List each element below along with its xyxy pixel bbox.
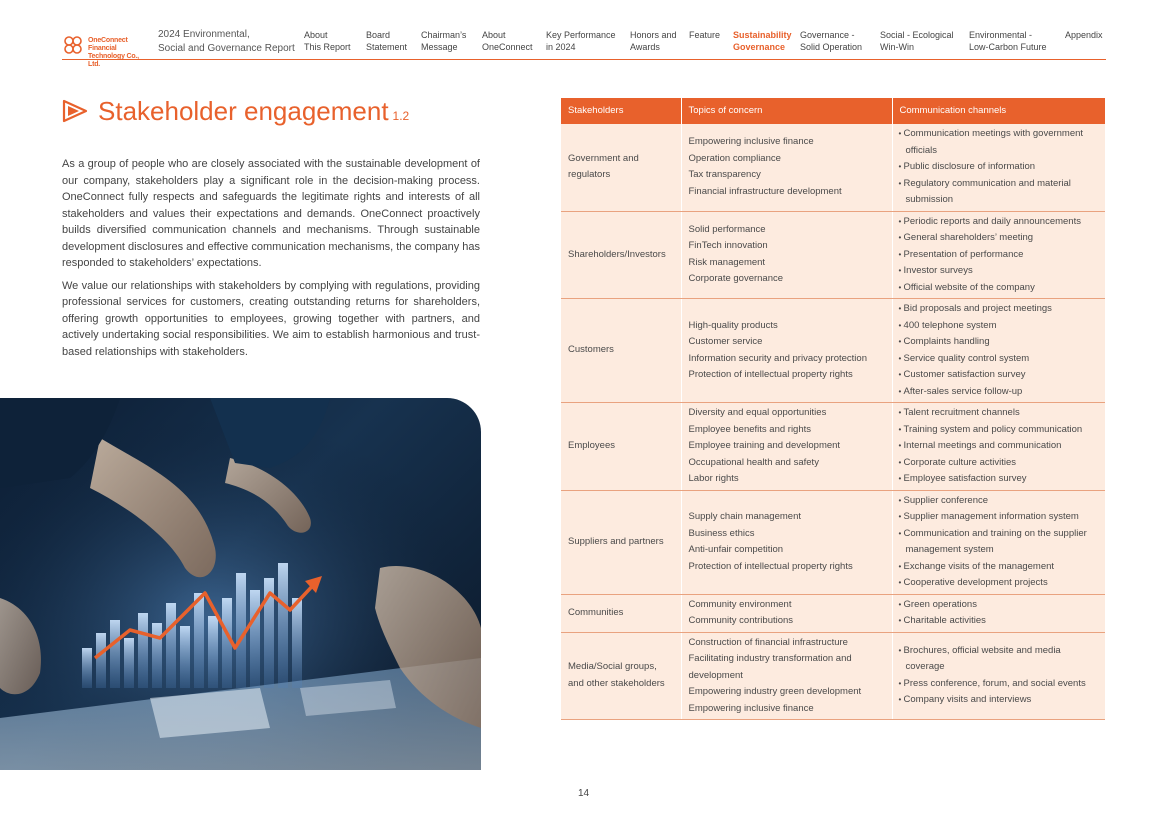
table-body	[561, 124, 1105, 720]
topics-cell	[681, 211, 892, 299]
nav-item-8[interactable]	[800, 29, 862, 53]
table-row	[561, 403, 1105, 491]
nav-item-label-line-1: Board	[366, 30, 391, 40]
channels-cell	[892, 211, 1105, 299]
channels-cell	[892, 299, 1105, 403]
channels-list	[899, 643, 1099, 709]
channel-item: • Service quality control system	[899, 351, 1099, 368]
table-row	[561, 594, 1105, 632]
stakeholder-cell: Suppliers and partners	[561, 490, 681, 594]
logo-text-line-1: OneConnect Financial	[88, 37, 128, 52]
nav-item-7[interactable]	[733, 29, 792, 53]
topics-cell	[681, 124, 892, 211]
nav-item-label-line-1: Chairman’s	[421, 30, 467, 40]
topic-item: Community contributions	[688, 615, 794, 626]
channels-cell	[892, 124, 1105, 211]
channel-item: • Communication and training on the supplier management system	[899, 526, 1099, 559]
photo-illustration	[0, 398, 481, 770]
nav-item-label-line-2: in 2024	[546, 42, 576, 52]
channels-cell	[892, 403, 1105, 491]
topic-item: Facilitating industry transformation and development	[688, 653, 852, 681]
channel-item: • Customer satisfaction survey	[899, 367, 1099, 384]
channel-item: • Presentation of performance	[899, 247, 1099, 264]
nav-item-label-line-1: About	[304, 30, 328, 40]
nav-item-label-line-1: Social - Ecological	[880, 30, 954, 40]
business-analytics-photo	[0, 398, 481, 770]
topic-item: Labor rights	[688, 473, 739, 484]
topic-item: Financial infrastructure development	[688, 185, 842, 197]
topics-cell	[681, 594, 892, 632]
channel-item: • Brochures, official website and media coverage	[899, 643, 1099, 676]
channel-item: • Supplier management information system	[899, 509, 1099, 526]
channel-item: • Charitable activities	[899, 613, 1099, 630]
nav-item-label-line-2: Low-Carbon Future	[969, 42, 1047, 52]
report-title	[158, 28, 295, 56]
nav-item-5[interactable]	[630, 29, 677, 53]
channel-item: • Press conference, forum, and social events	[899, 676, 1099, 693]
nav-item-9[interactable]	[880, 29, 954, 53]
stakeholder-cell: Shareholders/Investors	[561, 211, 681, 299]
channel-item: • Cooperative development projects	[899, 575, 1099, 592]
nav-item-label-line-1: Environmental -	[969, 30, 1033, 40]
channels-list	[899, 301, 1099, 400]
table-row	[561, 299, 1105, 403]
channel-item: • Investor surveys	[899, 263, 1099, 280]
topic-item: Operation compliance	[688, 152, 781, 164]
nav-item-6[interactable]	[689, 29, 720, 41]
topics-cell	[681, 403, 892, 491]
nav-item-label-line-2: Win-Win	[880, 42, 914, 52]
topic-item: Protection of intellectual property rights	[688, 560, 853, 572]
nav-item-1[interactable]	[366, 29, 407, 53]
nav-item-label-line-2: Solid Operation	[800, 42, 863, 52]
column-header-channels: Communication channels	[892, 98, 1105, 124]
intro-text	[62, 156, 480, 366]
channels-cell	[892, 594, 1105, 632]
channel-item: • Bid proposals and project meetings	[899, 301, 1099, 318]
topic-item: Information security and privacy protection	[688, 352, 867, 364]
table-row	[561, 490, 1105, 594]
channels-cell	[892, 490, 1105, 594]
report-header	[62, 28, 1106, 68]
topic-item: Empowering inclusive finance	[688, 136, 814, 148]
topic-item: Business ethics	[688, 527, 755, 539]
channel-item: • After-sales service follow-up	[899, 384, 1099, 401]
channel-item: • Company visits and interviews	[899, 692, 1099, 709]
channel-item: • Complaints handling	[899, 334, 1099, 351]
topics-cell	[681, 490, 892, 594]
topic-item: Diversity and equal opportunities	[688, 407, 827, 418]
stakeholder-cell: Customers	[561, 299, 681, 403]
nav-item-11[interactable]	[1065, 29, 1103, 41]
nav-item-label-line-1: About	[482, 30, 506, 40]
nav-item-label-line-1: Honors and	[630, 30, 677, 40]
nav-item-label-line-2: Message	[421, 42, 458, 52]
stakeholder-cell: Employees	[561, 403, 681, 491]
topic-item: Corporate governance	[688, 273, 784, 285]
channel-item: • 400 telephone system	[899, 318, 1099, 335]
table-row	[561, 124, 1105, 211]
topic-item: Anti-unfair competition	[688, 544, 784, 555]
topic-item: Tax transparency	[688, 169, 761, 181]
page-title-text: Stakeholder engagement	[98, 96, 389, 126]
channel-item: • General shareholders’ meeting	[899, 230, 1099, 247]
channel-item: • Green operations	[899, 597, 1099, 614]
logo-text-line-2: Technology Co., Ltd.	[88, 53, 139, 68]
channel-item: • Periodic reports and daily announcements	[899, 214, 1099, 231]
channels-list	[899, 597, 1099, 630]
topic-item: Occupational health and safety	[688, 456, 819, 468]
nav-item-label-line-1: Sustainability	[733, 30, 792, 40]
nav-item-2[interactable]	[421, 29, 466, 53]
nav-item-label-line-2: OneConnect	[482, 42, 533, 52]
nav-item-10[interactable]	[969, 29, 1047, 53]
channels-list	[899, 126, 1099, 209]
topic-item: Protection of intellectual property rights	[688, 369, 853, 380]
nav-item-label-line-1: Key Performance	[546, 30, 616, 40]
column-header-stakeholders: Stakeholders	[561, 98, 681, 124]
paragraph-1: As a group of people who are closely associated with the sustainable development of our company, stakeholders play a significant role in the decision-making process. OneConnect fully respects and safeguards the legitimate rights and interests of all stakeholders and values their expectations and demands. OneConnect proactively builds diversified communication channels and mechanisms. Through sustainable development disclosures and effective communication mechanisms, the company has responded to stakeholders’ expectations.	[62, 158, 481, 269]
channel-item: • Official website of the company	[899, 280, 1099, 297]
nav-item-label-line-1: Feature	[689, 30, 721, 40]
logo-text	[88, 37, 148, 69]
topic-item: Employee training and development	[688, 440, 841, 451]
channel-item: • Employee satisfaction survey	[899, 471, 1099, 488]
channel-item: • Regulatory communication and material submission	[899, 176, 1099, 209]
stakeholder-cell: Government and regulators	[561, 124, 681, 211]
stakeholder-cell: Communities	[561, 594, 681, 632]
stakeholder-table	[561, 98, 1105, 720]
oneconnect-logo-icon	[62, 34, 84, 56]
table-row	[561, 211, 1105, 299]
channels-cell	[892, 632, 1105, 720]
topic-item: Customer service	[688, 336, 763, 347]
column-header-topics: Topics of concern	[681, 98, 892, 124]
nav-item-label-line-2: Governance	[733, 42, 786, 52]
nav-item-4[interactable]	[546, 29, 616, 53]
table-header-row	[561, 98, 1105, 124]
paragraph-2: We value our relationships with stakeholders by complying with regulations, providing professional services for customers, creating outstanding returns for shareholders, offering growth opportunities to employees, growing together with partners, and actively undertaking social responsibilities. We aim to establish harmonious and trust-based relationships with stakeholders.	[62, 279, 480, 358]
channel-item: • Public disclosure of information	[899, 159, 1099, 176]
topic-item: Solid performance	[688, 223, 766, 235]
nav-item-label-line-2: Awards	[630, 42, 660, 52]
nav-item-label-line-2: Statement	[366, 42, 408, 52]
company-logo[interactable]	[62, 32, 148, 68]
page-title	[98, 95, 409, 132]
channels-list	[899, 493, 1099, 592]
nav-item-0[interactable]	[304, 29, 351, 53]
channel-item: • Communication meetings with government officials	[899, 126, 1099, 159]
play-arrow-icon	[62, 99, 88, 123]
topic-item: Empowering industry green development	[688, 686, 862, 697]
channel-item: • Training system and policy communication	[899, 422, 1099, 439]
topic-item: Supply chain management	[688, 511, 801, 522]
channel-item: • Internal meetings and communication	[899, 438, 1099, 455]
table-row	[561, 632, 1105, 720]
nav-item-3[interactable]	[482, 29, 533, 53]
topics-cell	[681, 299, 892, 403]
nav-item-label-line-2: This Report	[304, 42, 351, 52]
topic-item: Community environment	[688, 598, 792, 610]
topic-item: Risk management	[688, 256, 766, 268]
report-title-line-2: Social and Governance Report	[158, 43, 295, 54]
nav-item-label-line-1: Appendix	[1065, 30, 1103, 40]
nav-item-label-line-1: Governance -	[800, 30, 855, 40]
stakeholder-cell: Media/Social groups, and other stakeholders	[561, 632, 681, 720]
channel-item: • Exchange visits of the management	[899, 559, 1099, 576]
topic-item: Empowering inclusive finance	[688, 702, 814, 714]
topic-item: FinTech innovation	[688, 240, 768, 252]
channels-list	[899, 405, 1099, 488]
channels-list	[899, 214, 1099, 297]
channel-item: • Talent recruitment channels	[899, 405, 1099, 422]
channel-item: • Supplier conference	[899, 493, 1099, 510]
topics-cell	[681, 632, 892, 720]
topic-item: Employee benefits and rights	[688, 423, 812, 435]
channel-item: • Corporate culture activities	[899, 455, 1099, 472]
topic-item: Construction of financial infrastructure	[688, 636, 848, 648]
report-title-line-1: 2024 Environmental,	[158, 29, 250, 40]
section-number: 1.2	[392, 109, 410, 123]
topic-item: High-quality products	[688, 319, 778, 331]
page-number: 14	[578, 788, 590, 799]
